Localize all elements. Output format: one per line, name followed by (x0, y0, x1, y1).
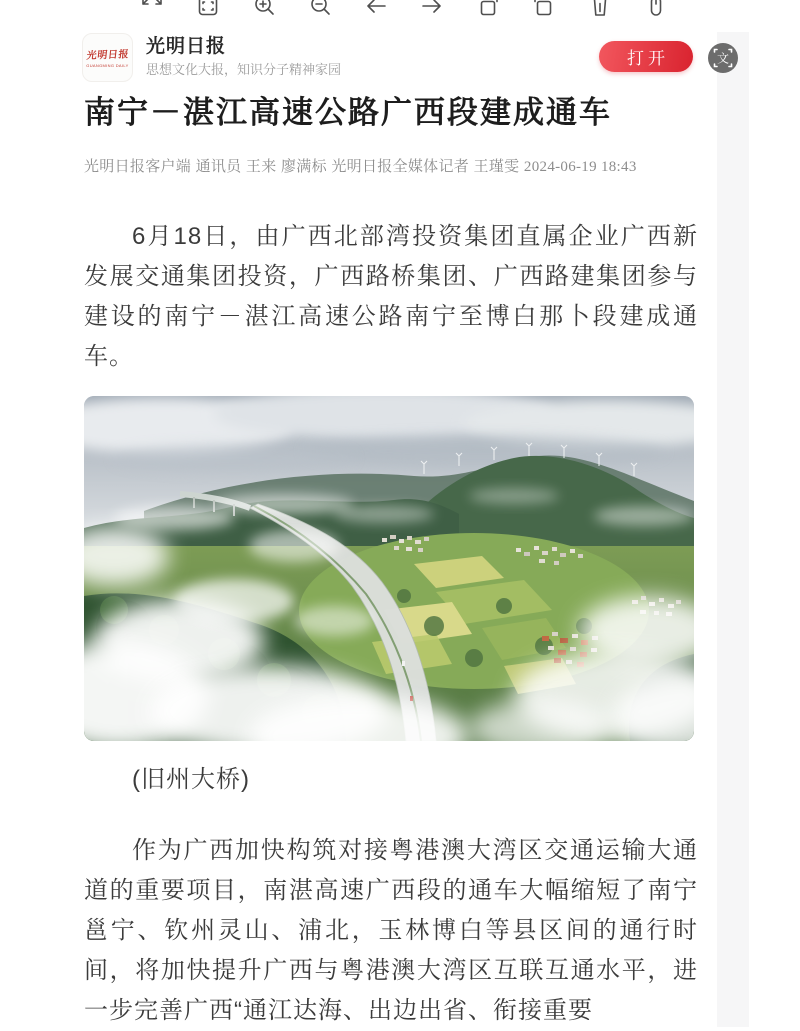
open-app-button[interactable]: 打开 (599, 41, 693, 72)
article-paragraph-2: 作为广西加快构筑对接粤港澳大湾区交通运输大通道的重要项目，南湛高速广西段的通车大幅缩短了南宁邕宁、钦州灵山、浦北，玉林博白等县区间的通行时间，将加快提升广西与粤港澳大湾区互联互通水平，进一步完善广西“通江达海、出边出省、衔接重要 (84, 837, 698, 1024)
fit-screen-icon[interactable] (195, 0, 221, 19)
photo-car-red (410, 696, 413, 701)
translate-icon[interactable] (708, 43, 738, 73)
app-name: 光明日报 (146, 36, 227, 57)
app-banner (0, 28, 800, 92)
guangming-daily-logo (82, 33, 133, 82)
photo-caption: (旧州大桥) (132, 766, 250, 793)
article-byline (84, 155, 698, 176)
article (84, 93, 698, 1031)
zoom-out-icon[interactable] (307, 0, 333, 19)
article-title: 南宁－湛江高速公路广西段建成通车 (84, 95, 612, 130)
arrow-right-icon[interactable] (419, 0, 445, 19)
zoom-in-icon[interactable] (251, 0, 277, 19)
app-subtitle: 思想文化大报，知识分子精神家园 (146, 62, 342, 77)
byline-authors: 光明日报客户端 通讯员 王来 廖满标 光明日报全媒体记者 王瑾雯 (84, 158, 520, 175)
photo-car-white (402, 661, 405, 666)
translate-char: 文 (716, 51, 730, 66)
highway-aerial-photo-illustration (84, 396, 694, 741)
mouse-icon[interactable] (643, 0, 669, 19)
rotate-right-icon[interactable] (475, 0, 501, 19)
viewer-toolbar (0, 0, 800, 19)
scrollbar-track (717, 32, 749, 1027)
logo-english-text: GUANGMING DAILY (86, 63, 129, 69)
rotate-left-icon[interactable] (531, 0, 557, 19)
article-paragraph-1: 6月18日，由广西北部湾投资集团直属企业广西新发展交通集团投资，广西路桥集团、广西路建集团参与建设的南宁－湛江高速公路南宁至博白那卜段建成通车。 (84, 223, 698, 370)
arrow-left-icon[interactable] (363, 0, 389, 19)
collapse-icon[interactable] (139, 0, 165, 19)
byline-datetime: 2024-06-19 18:43 (523, 159, 637, 175)
article-photo[interactable] (84, 396, 694, 741)
logo-chinese-text: 光明日报 (85, 49, 129, 62)
trash-icon[interactable] (587, 0, 613, 19)
